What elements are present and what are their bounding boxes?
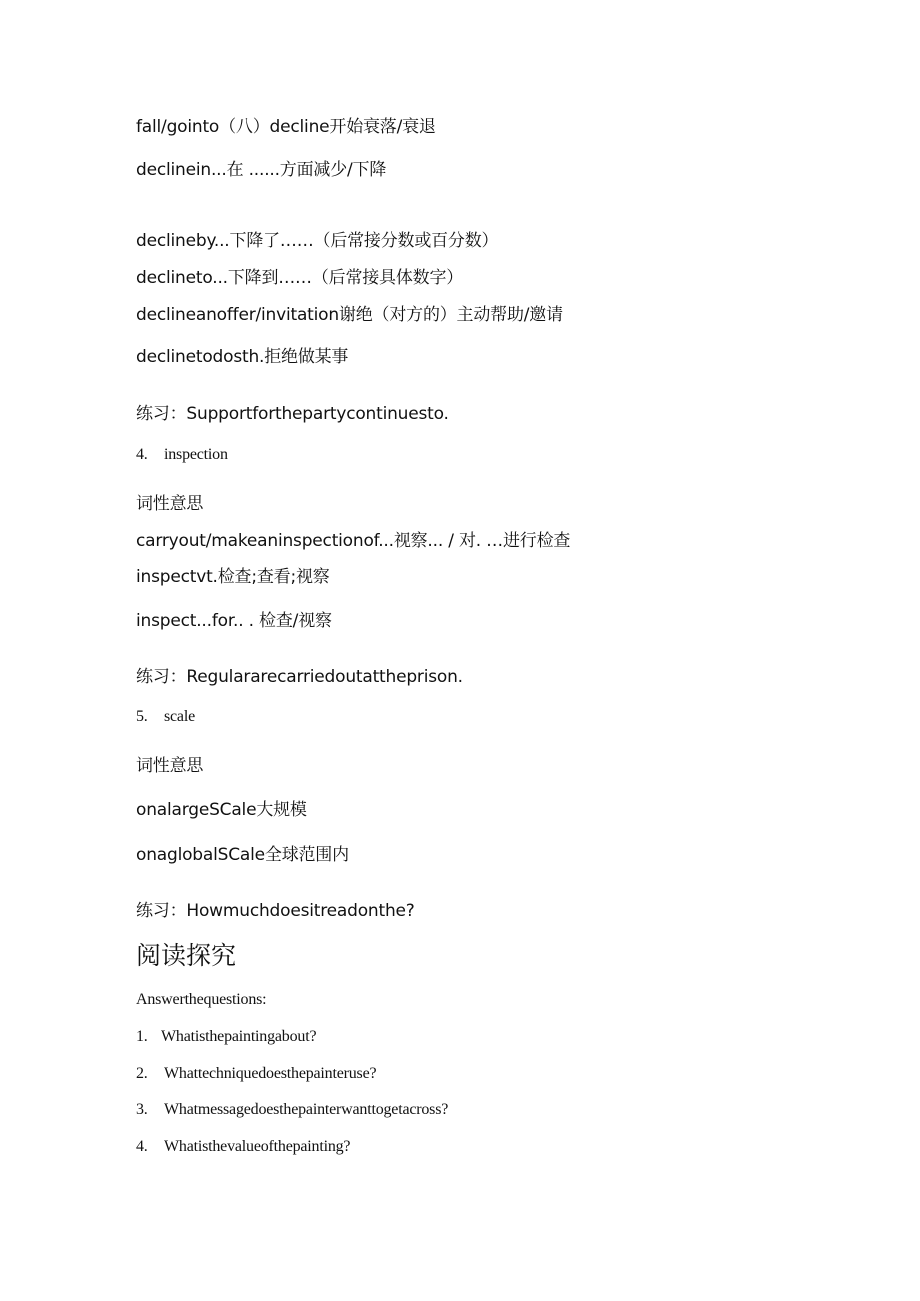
practice-sentence-2: 练习：Regulararecarriedoutattheprison. bbox=[136, 667, 463, 687]
question-2 bbox=[136, 1064, 376, 1084]
item-5-word: scale bbox=[164, 708, 195, 725]
phrase-inspect-for: inspect...for.. . 检查/视察 bbox=[136, 611, 332, 631]
item-4-number: 4. bbox=[136, 446, 148, 463]
question-4 bbox=[136, 1137, 350, 1157]
question-2-number: 2. bbox=[136, 1065, 148, 1082]
item-5-heading bbox=[136, 707, 195, 727]
phrase-on-a-global-scale: onaglobalSCale全球范围内 bbox=[136, 845, 349, 865]
question-2-text: Whattechniquedoesthepainteruse? bbox=[164, 1065, 377, 1082]
answer-prompt: Answerthequestions: bbox=[136, 991, 267, 1008]
question-4-number: 4. bbox=[136, 1138, 148, 1155]
phrase-inspect-vt: inspectvt.检查;查看;视察 bbox=[136, 567, 330, 587]
section-title: 阅读探究 bbox=[136, 941, 237, 970]
part-of-speech-label-1: 词性意思 bbox=[136, 494, 204, 514]
part-of-speech-label-2: 词性意思 bbox=[136, 756, 204, 776]
phrase-on-a-large-scale: onalargeSCale大规模 bbox=[136, 800, 307, 820]
phrase-decline-to: declineto...下降到……（后常接具体数字） bbox=[136, 268, 464, 288]
item-5-number: 5. bbox=[136, 708, 148, 725]
phrase-decline-to-do: declinetodosth.拒绝做某事 bbox=[136, 347, 349, 367]
practice-sentence-1: 练习：Supportforthepartycontinuesto. bbox=[136, 404, 449, 424]
question-4-text: Whatisthevalueofthepainting? bbox=[164, 1138, 351, 1155]
question-3-text: Whatmessagedoesthepainterwanttogetacross? bbox=[164, 1101, 449, 1118]
item-4-heading bbox=[136, 445, 228, 465]
question-3-number: 3. bbox=[136, 1101, 148, 1118]
phrase-decline-an-offer: declineanoffer/invitation谢绝（对方的）主动帮助/邀请 bbox=[136, 305, 563, 325]
phrase-decline-in: declinein...在 ......方面减少/下降 bbox=[136, 160, 387, 180]
question-1 bbox=[136, 1027, 316, 1047]
phrase-carry-out-inspection: carryout/makeaninspectionof...视察... / 对. …进行检查 bbox=[136, 531, 571, 551]
phrase-fall-into-decline: fall/gointo（八）decline开始衰落/衰退 bbox=[136, 117, 436, 137]
question-3 bbox=[136, 1100, 448, 1120]
question-1-text: Whatisthepaintingabout? bbox=[161, 1028, 317, 1045]
practice-sentence-3: 练习：Howmuchdoesitreadonthe? bbox=[136, 901, 415, 921]
question-1-number: 1. bbox=[136, 1028, 148, 1045]
item-4-word: inspection bbox=[164, 446, 228, 463]
phrase-decline-by: declineby...下降了……（后常接分数或百分数） bbox=[136, 231, 499, 251]
